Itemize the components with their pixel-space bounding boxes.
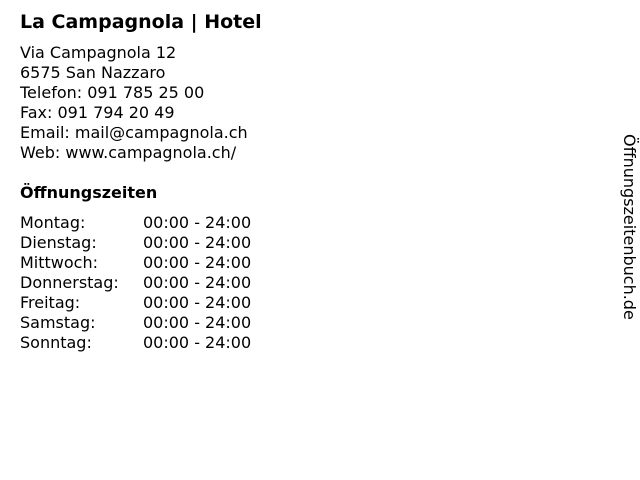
time-range: 00:00 - 24:00 [143,253,252,272]
hours-row-thursday [20,273,251,293]
time-range: 00:00 - 24:00 [143,333,252,352]
street-address: Via Campagnola 12 [20,43,177,62]
opening-hours-heading: Öffnungszeiten [20,183,158,202]
hours-row-monday [20,213,251,233]
phone-number: Telefon: 091 785 25 00 [20,83,205,102]
site-watermark: Öffnungszeitenbuch.de [620,134,639,320]
time-range: 00:00 - 24:00 [143,233,252,252]
hours-row-friday [20,293,251,313]
business-title: La Campagnola | Hotel [20,11,262,33]
day-label: Dienstag: [20,233,97,252]
time-range: 00:00 - 24:00 [143,313,252,332]
time-range: 00:00 - 24:00 [143,273,252,292]
hours-row-saturday [20,313,251,333]
hours-row-wednesday [20,253,251,273]
day-label: Mittwoch: [20,253,98,272]
postal-city: 6575 San Nazzaro [20,63,166,82]
fax-number: Fax: 091 794 20 49 [20,103,175,122]
contact-details [20,43,248,163]
hours-row-tuesday [20,233,251,253]
website-address: Web: www.campagnola.ch/ [20,143,237,162]
email-address: Email: mail@campagnola.ch [20,123,248,142]
hours-row-sunday [20,333,251,353]
day-label: Donnerstag: [20,273,119,292]
time-range: 00:00 - 24:00 [143,213,252,232]
opening-hours-table [20,213,251,353]
time-range: 00:00 - 24:00 [143,293,252,312]
day-label: Montag: [20,213,86,232]
day-label: Samstag: [20,313,96,332]
day-label: Sonntag: [20,333,92,352]
day-label: Freitag: [20,293,81,312]
